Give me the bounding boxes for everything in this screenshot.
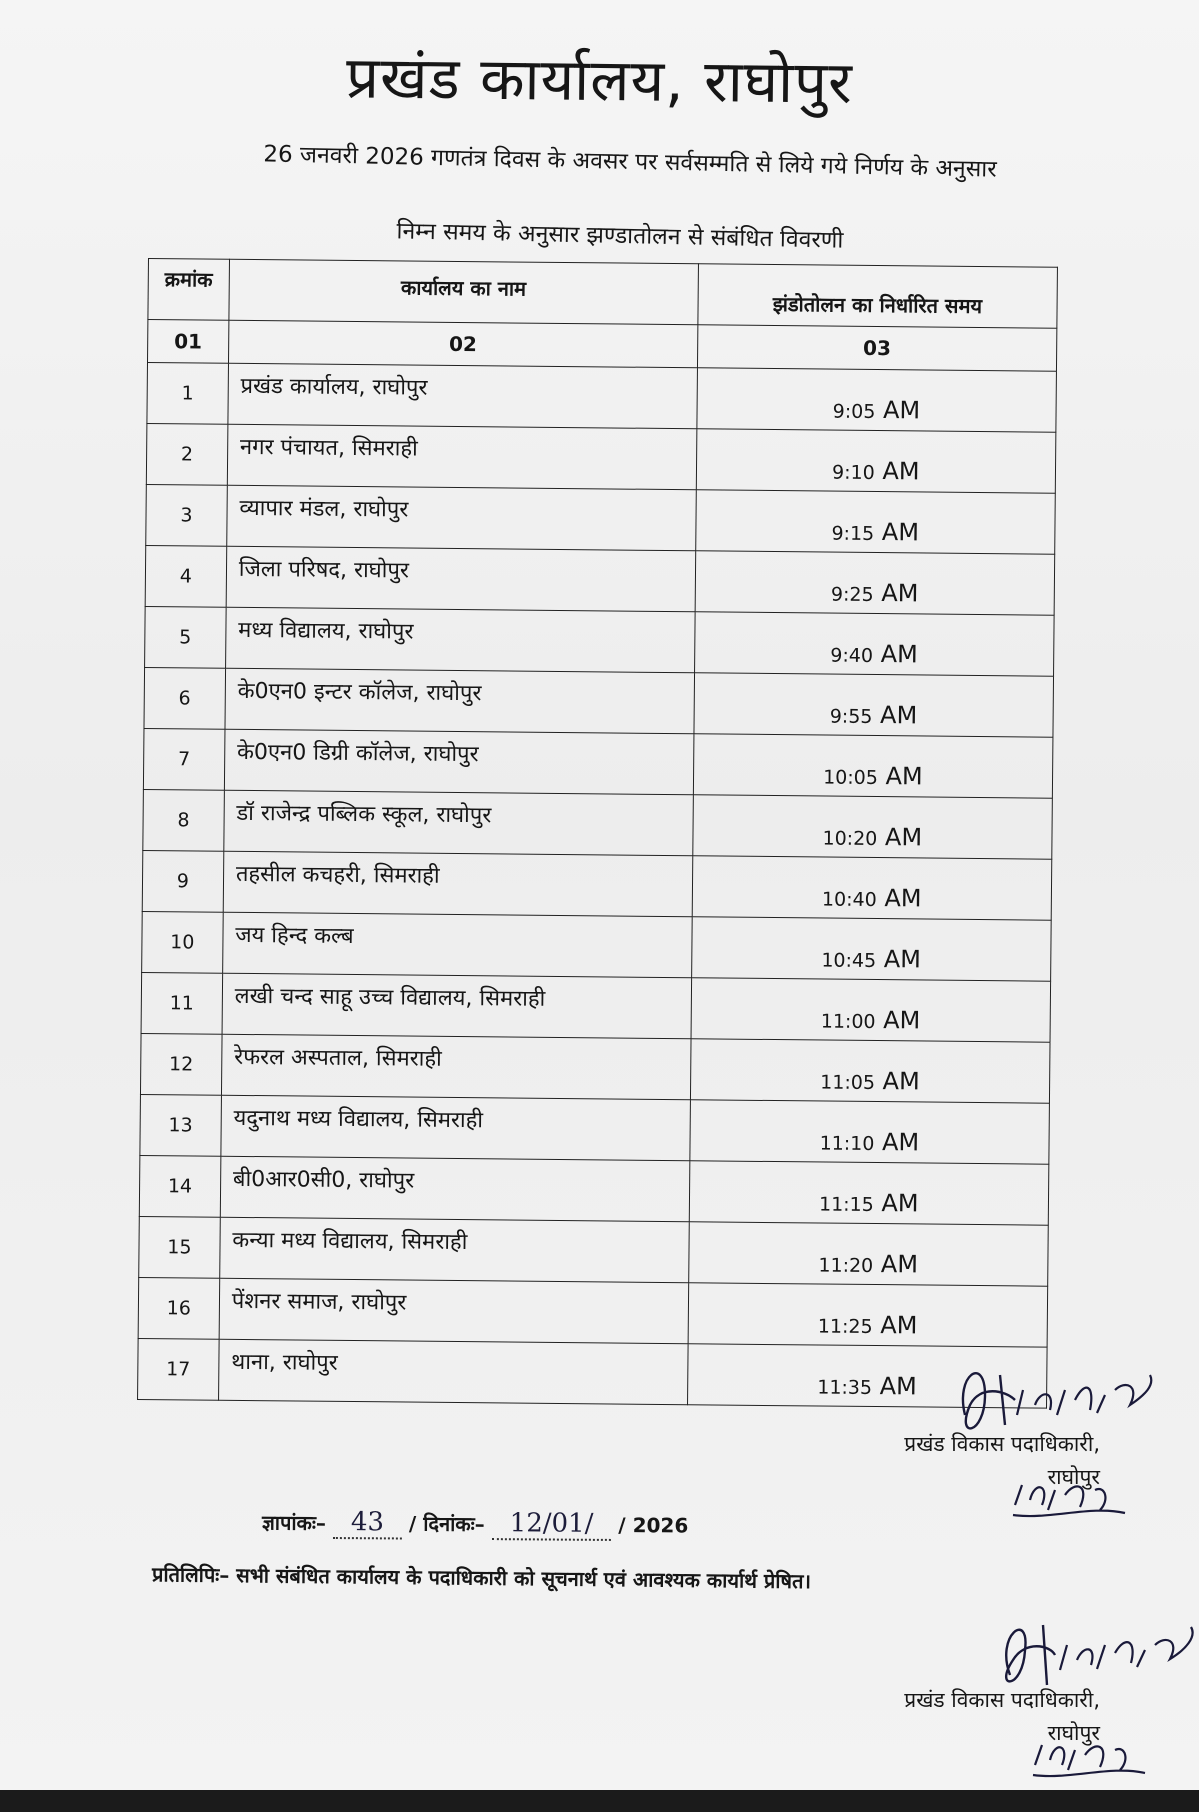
row-serial: 3 (146, 484, 227, 546)
row-time (692, 856, 1052, 920)
row-time (690, 1039, 1050, 1103)
row-time-ampm: AM (881, 1189, 919, 1218)
row-office-name: मध्य विद्यालय, राघोपुर (225, 607, 695, 672)
row-time-ampm: AM (881, 518, 920, 547)
row-serial: 15 (139, 1216, 220, 1278)
row-time (689, 1161, 1049, 1225)
row-serial: 6 (144, 667, 225, 729)
row-time (694, 673, 1054, 737)
signature-1-place: राघोपुर (1047, 1464, 1100, 1489)
table-row (145, 606, 1055, 676)
header-office-name: कार्यालय का नाम (229, 259, 699, 324)
row-time-value: 11:20 (818, 1254, 874, 1278)
table-row (141, 972, 1051, 1042)
date-label: / दिनांकः– (408, 1511, 485, 1537)
row-serial: 7 (143, 728, 224, 790)
row-time-value: 10:40 (821, 888, 877, 912)
row-time (695, 551, 1055, 615)
row-time-value: 9:05 (832, 400, 876, 423)
row-time-ampm: AM (882, 457, 920, 486)
table-row (146, 423, 1056, 493)
row-office-name: यदुनाथ मध्य विद्यालय, सिमराही (221, 1095, 691, 1160)
row-time-value: 11:00 (820, 1010, 876, 1034)
signature-2-initial-date (1030, 1725, 1150, 1785)
row-time-value: 11:15 (818, 1193, 874, 1217)
table-header-row (148, 259, 1058, 329)
memo-year: / 2026 (618, 1513, 689, 1538)
row-serial: 1 (147, 363, 228, 425)
row-office-name: प्रखंड कार्यालय, राघोपुर (228, 363, 698, 428)
row-time (693, 795, 1053, 859)
table-row (146, 484, 1056, 554)
row-time-ampm: AM (882, 1067, 920, 1096)
row-time-value: 11:25 (817, 1315, 873, 1339)
table-row (147, 363, 1057, 433)
row-time-ampm: AM (885, 762, 923, 791)
row-time (691, 978, 1051, 1042)
row-time-value: 10:20 (822, 827, 878, 851)
row-office-name: जय हिन्द कल्ब (222, 912, 692, 977)
signature-1-designation: प्रखंड विकास पदाधिकारी, (904, 1432, 1100, 1456)
row-time-value: 9:10 (832, 461, 875, 484)
row-office-name: जिला परिषद, राघोपुर (226, 546, 696, 611)
row-office-name: नगर पंचायत, सिमराही (227, 424, 697, 489)
table-row (143, 789, 1053, 859)
row-office-name: लखी चन्द साहू उच्च विद्यालय, सिमराही (222, 973, 692, 1038)
row-office-name: कन्या मध्य विद्यालय, सिमराही (220, 1217, 690, 1282)
table-row (140, 1033, 1050, 1103)
row-serial: 8 (143, 789, 224, 851)
table-row (138, 1338, 1048, 1408)
row-time-ampm: AM (884, 884, 922, 913)
row-office-name: रेफरल अस्पताल, सिमराही (221, 1034, 691, 1099)
row-office-name: तहसील कचहरी, सिमराही (223, 851, 693, 916)
row-serial: 17 (138, 1338, 219, 1400)
row-time (691, 917, 1051, 981)
memo-reference (262, 1507, 689, 1542)
row-serial: 5 (145, 606, 226, 668)
column-number: 02 (228, 320, 697, 367)
row-serial: 10 (142, 911, 223, 973)
row-office-name: पेंशनर समाज, राघोपुर (219, 1278, 689, 1343)
schedule-table (137, 258, 1058, 1409)
row-time-ampm: AM (882, 396, 921, 425)
row-time (690, 1100, 1050, 1164)
row-time (694, 612, 1054, 676)
row-office-name: थाना, राघोपुर (218, 1339, 688, 1404)
row-time-value: 10:05 (823, 766, 879, 790)
row-time-value: 11:35 (817, 1376, 873, 1400)
signature-2-designation: प्रखंड विकास पदाधिकारी, (904, 1688, 1100, 1712)
header-serial: क्रमांक (148, 259, 229, 321)
row-time-ampm: AM (881, 579, 919, 608)
row-serial: 14 (139, 1155, 220, 1217)
row-time-ampm: AM (880, 1250, 919, 1279)
row-office-name: डॉ राजेन्द्र पब्लिक स्कूल, राघोपुर (224, 790, 694, 855)
row-time-value: 9:55 (829, 705, 873, 728)
table-row (143, 728, 1053, 798)
table-row (138, 1277, 1048, 1347)
date-value: 12/01/ (492, 1508, 612, 1541)
row-serial: 16 (138, 1277, 219, 1339)
row-time-value: 11:10 (819, 1132, 875, 1156)
row-time-ampm: AM (884, 823, 923, 852)
row-time (696, 429, 1056, 493)
row-office-name: व्यापार मंडल, राघोपुर (227, 485, 697, 550)
row-serial: 13 (140, 1094, 221, 1156)
subtitle-line-2: निम्न समय के अनुसार झण्डातोलन से संबंधित विवरणी (396, 218, 844, 254)
row-time-value: 9:40 (830, 644, 874, 667)
row-serial: 9 (142, 850, 223, 912)
row-time-ampm: AM (880, 1311, 918, 1340)
header-scheduled-time: झंडोतोलन का निर्धारित समय (698, 264, 1058, 328)
table-row (144, 667, 1054, 737)
row-time-value: 10:45 (821, 949, 877, 973)
row-office-name: के0एन0 डिग्री कॉलेज, राघोपुर (224, 729, 694, 794)
signature-2-place: राघोपुर (1047, 1720, 1100, 1745)
table-row (142, 850, 1052, 920)
column-number: 01 (147, 320, 228, 364)
row-time-value: 9:15 (831, 522, 875, 545)
row-time-ampm: AM (881, 1128, 920, 1157)
table-row (140, 1094, 1050, 1164)
row-time-ampm: AM (880, 640, 918, 669)
table-row (139, 1216, 1049, 1286)
row-time-ampm: AM (879, 1372, 917, 1401)
copy-to-note: प्रतिलिपिः– सभी संबंधित कार्यालय के पदाधिकारी को सूचनार्थ एवं आवश्यक कार्यार्थ प्रेषित। (151, 1562, 812, 1594)
row-time-value: 9:25 (830, 583, 874, 606)
row-time-ampm: AM (883, 945, 922, 974)
row-time (693, 734, 1053, 798)
row-serial: 12 (140, 1033, 221, 1095)
row-serial: 4 (145, 545, 226, 607)
table-row (142, 911, 1052, 981)
table-row (145, 545, 1055, 615)
memo-number: 43 (333, 1507, 402, 1539)
row-serial: 2 (146, 423, 227, 485)
row-serial: 11 (141, 972, 222, 1034)
column-number: 03 (697, 325, 1057, 371)
table-row (139, 1155, 1049, 1225)
row-time (688, 1222, 1048, 1286)
row-time (695, 490, 1055, 554)
row-time-ampm: AM (883, 1006, 921, 1035)
signature-1-initial-date (1010, 1465, 1130, 1525)
row-office-name: के0एन0 इन्टर कॉलेज, राघोपुर (225, 668, 695, 733)
row-office-name: बी0आर0सी0, राघोपुर (220, 1156, 690, 1221)
row-time-ampm: AM (879, 701, 918, 730)
memo-label: ज्ञापांकः– (261, 1510, 327, 1535)
page-title: प्रखंड कार्यालय, राघोपुर (345, 43, 854, 117)
row-time (697, 368, 1057, 432)
schedule-table-wrapper (137, 258, 1058, 1409)
row-time (688, 1283, 1048, 1347)
row-time-value: 11:05 (820, 1071, 876, 1095)
subtitle-line-1: 26 जनवरी 2026 गणतंत्र दिवस के अवसर पर सर्वसम्मति से लिये गये निर्णय के अनुसार (263, 141, 997, 183)
